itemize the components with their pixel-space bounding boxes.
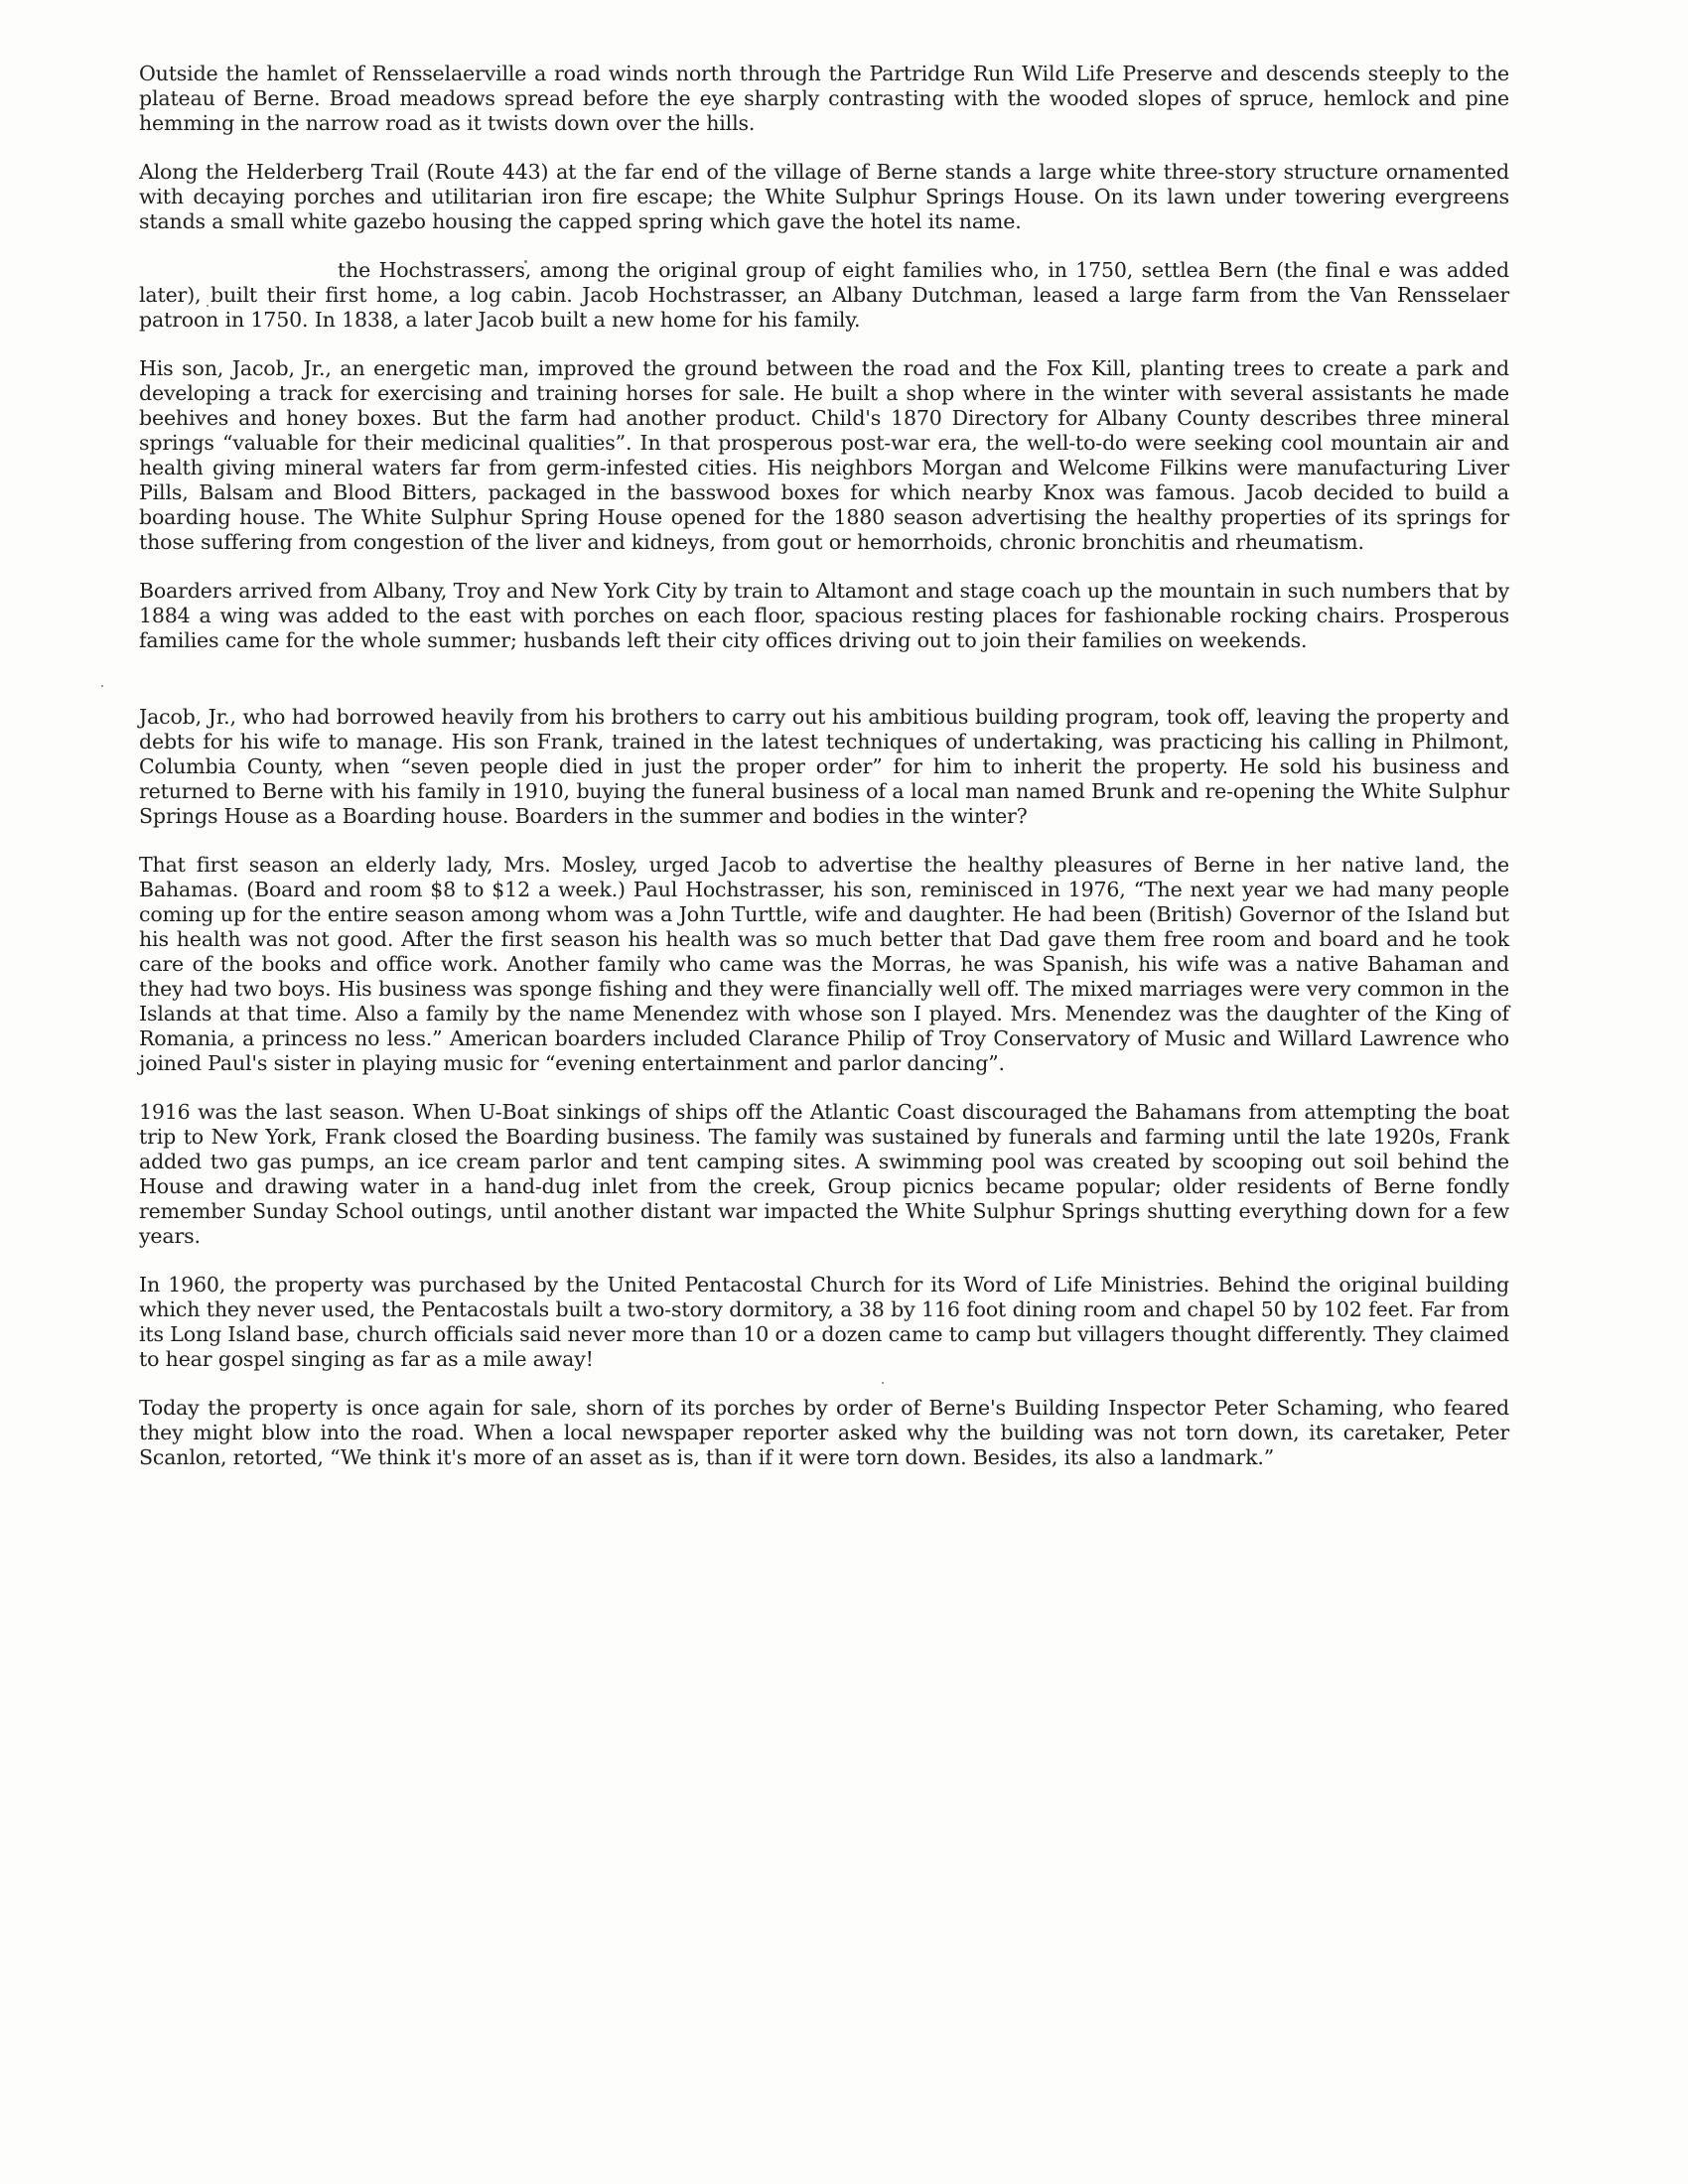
article-body [139, 62, 1509, 1494]
paragraph-jacob-jr: His son, Jacob, Jr., an energetic man, improved the ground between the road and the Fox Kill, planting trees to create a park and developing a track for exercising and training horses for sale. He built a shop where in the winter with several assistants he made beehives and honey boxes. But the farm had another product. Child's 1870 Directory for Albany County describes three mineral springs “valuable for their medicinal qualities”. In that prosperous post-war era, the well-to-do were seeking cool mountain air and health giving mineral waters far from germ-infested cities. His neighbors Morgan and Welcome Filkins were manufacturing Liver Pills, Balsam and Blood Bitters, packaged in the basswood boxes for which nearby Knox was famous. Jacob decided to build a boarding house. The White Sulphur Spring House opened for the 1880 season advertising the healthy properties of its springs for those suffering from congestion of the liver and kidneys, from gout or hemorrhoids, chronic bronchitis and rheumatism. [139, 356, 1509, 554]
paragraph-intro: Outside the hamlet of Rensselaerville a road winds north through the Partridge Run Wild Life Preserve and descends steeply to the plateau of Berne. Broad meadows spread before the eye sharply contrasting with the wooded slopes of spruce, hemlock and pine hemming in the narrow road as it twists down over the hills. [139, 62, 1509, 135]
paragraph-1960: In 1960, the property was purchased by the United Pentacostal Church for its Word of Life Ministries. Behind the original building which they never used, the Pentacostals built a two-story dormitory, a 38 by 116 foot dining room and chapel 50 by 102 feet. Far from its Long Island base, church officials said never more than 10 or a dozen came to camp but villagers thought differently. They claimed to hear gospel singing as far as a mile away! [139, 1273, 1509, 1371]
paragraph-frank: Jacob, Jr., who had borrowed heavily from his brothers to carry out his ambitious building program, took off, leaving the property and debts for his wife to manage. His son Frank, trained in the latest techniques of undertaking, was practicing his calling in Philmont, Columbia County, when “seven people died in just the proper order” for him to inherit the property. He sold his business and returned to Berne with his family in 1910, buying the funeral business of a local man named Brunk and re-opening the White Sulphur Springs House as a Boarding house. Boarders in the summer and bodies in the winter? [139, 705, 1509, 828]
paragraph-bahamas: That first season an elderly lady, Mrs. Mosley, urged Jacob to advertise the healthy pleasures of Berne in her native land, the Bahamas. (Board and room $8 to $12 a week.) Paul Hochstrasser, his son, reminisced in 1976, “The next year we had many people coming up for the entire season among whom was a John Turttle, wife and daughter. He had been (British) Governor of the Island but his health was not good. After the first season his health was so much better that Dad gave them free room and board and he took care of the books and office work. Another family who came was the Morras, he was Spanish, his wife was a native Bahaman and they had two boys. His business was sponge fishing and they were financially well off. The mixed marriages were very common in the Islands at that time. Also a family by the name Menendez with whose son I played. Mrs. Menendez was the daughter of the King of Romania, a princess no less.” American boarders included Clarance Philip of Troy Conservatory of Music and Willard Lawrence who joined Paul's sister in playing music for “evening entertainment and parlor dancing”. [139, 853, 1509, 1075]
paragraph-today: Today the property is once again for sale, shorn of its porches by order of Berne's Building Inspector Peter Schaming, who feared they might blow into the road. When a local newspaper reporter asked why the building was not torn down, its caretaker, Peter Scanlon, retorted, “We think it's more of an asset as is, than if it were torn down. Besides, its also a landmark.” [139, 1396, 1509, 1469]
scan-speck [101, 685, 103, 687]
paragraph-1916: 1916 was the last season. When U-Boat sinkings of ships off the Atlantic Coast discouraged the Bahamans from attempting the boat trip to New York, Frank closed the Boarding business. The family was sustained by funerals and farming until the late 1920s, Frank added two gas pumps, an ice cream parlor and tent camping sites. A swimming pool was created by scooping out soil behind the House and drawing water in a hand-dug inlet from the creek, Group picnics became popular; older residents of Berne fondly remember Sunday School outings, until another distant war impacted the White Sulphur Springs shutting everything down for a few years. [139, 1100, 1509, 1248]
paragraph-boarders: Boarders arrived from Albany, Troy and New York City by train to Altamont and stage coach up the mountain in such numbers that by 1884 a wing was added to the east with porches on each floor, spacious resting places for fashionable rocking chairs. Prosperous families came for the whole summer; husbands left their city offices driving out to join their families on weekends. [139, 579, 1509, 652]
paragraph-helderberg-trail: Along the Helderberg Trail (Route 443) at the far end of the village of Berne stands a large white three-story structure ornamented with decaying porches and utilitarian iron fire escape; the White Sulphur Springs House. On its lawn under towering evergreens stands a small white gazebo housing the capped spring which gave the hotel its name. [139, 160, 1509, 233]
paragraph-hochstrassers: the Hochstrassers, among the original group of eight families who, in 1750, settlea Bern (the final e was added later), built their first home, a log cabin. Jacob Hochstrasser, an Albany Dutchman, leased a large farm from the Van Rensselaer patroon in 1750. In 1838, a later Jacob built a new home for his family. [139, 258, 1509, 332]
